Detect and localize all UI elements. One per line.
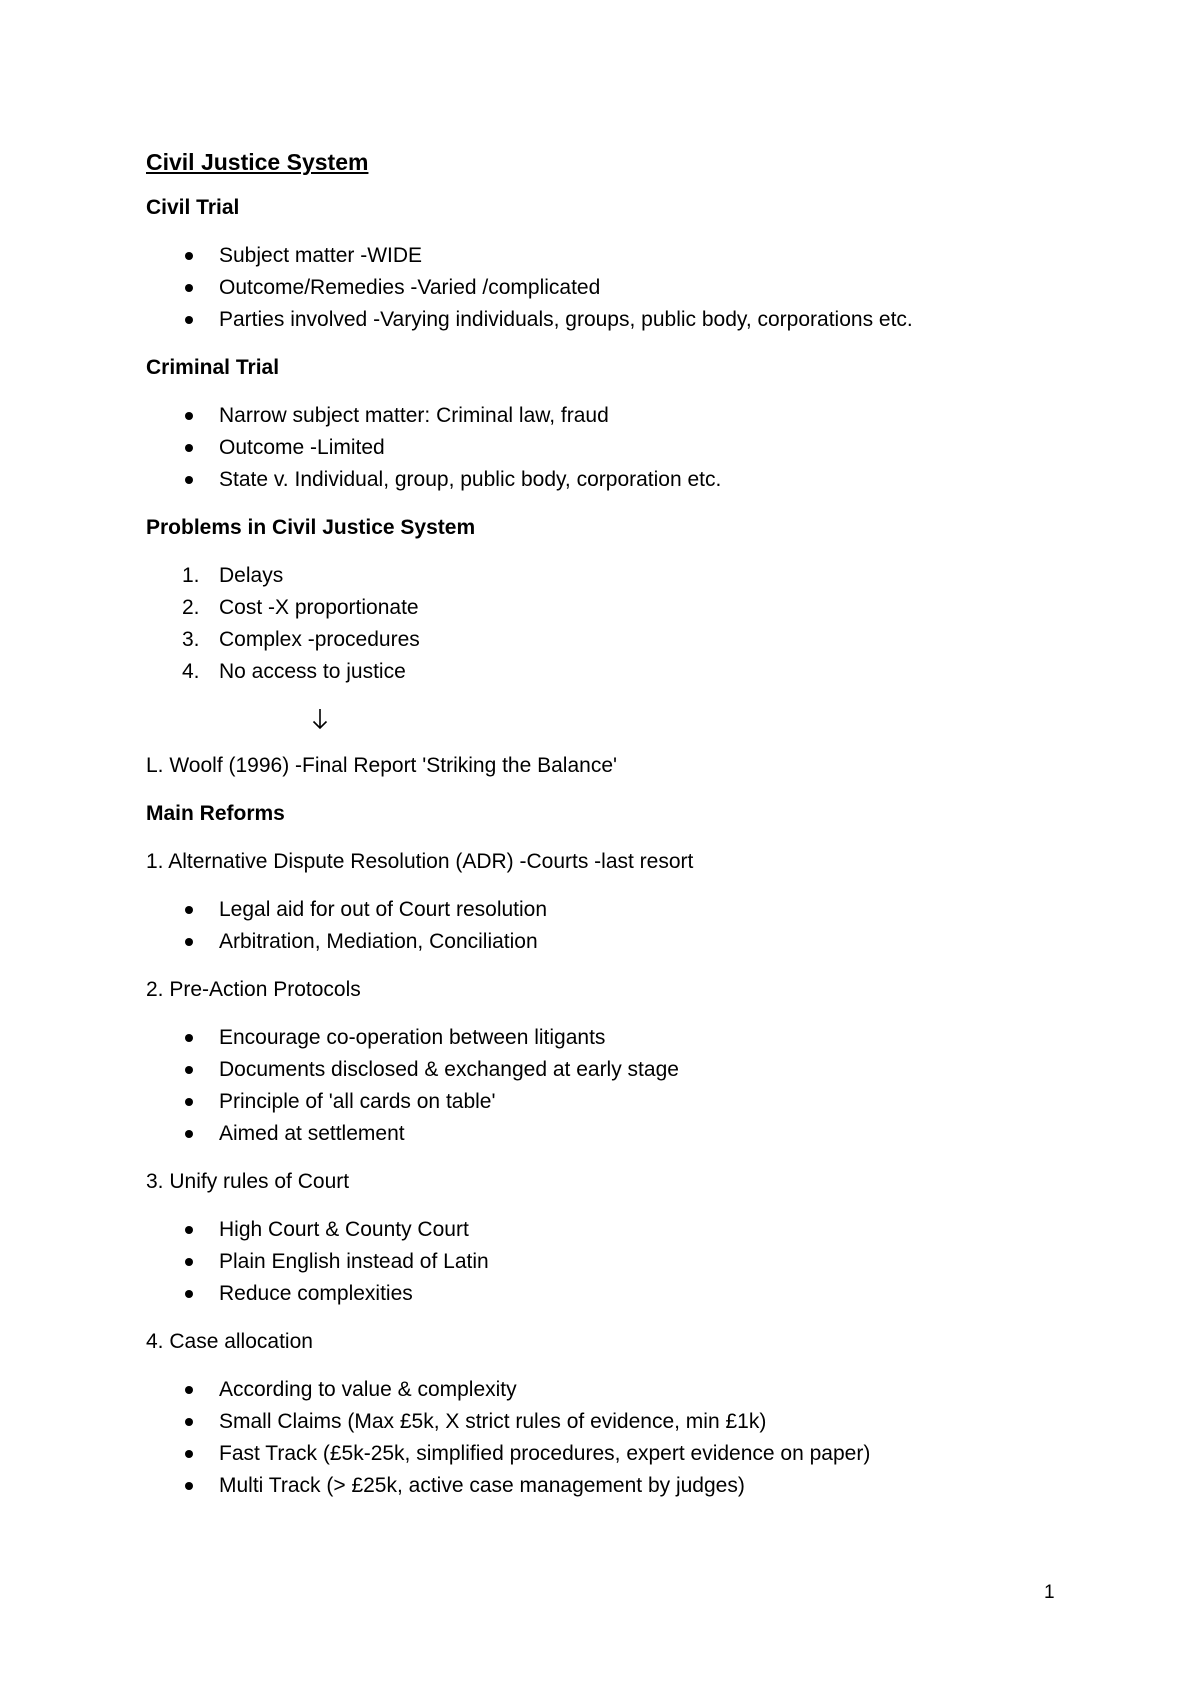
list-item: High Court & County Court <box>146 1214 1066 1246</box>
page-number: 1 <box>1044 1582 1055 1603</box>
list-item: Outcome -Limited <box>146 432 1066 464</box>
reform-list <box>146 1022 1066 1150</box>
civil-trial-heading: Civil Trial <box>146 196 240 219</box>
list-item: Small Claims (Max £5k, X strict rules of evidence, min £1k) <box>146 1406 1066 1438</box>
woolf-report: L. Woolf (1996) -Final Report 'Striking the Balance' <box>146 754 618 777</box>
down-arrow-icon <box>312 708 328 730</box>
list-item: Parties involved -Varying individuals, groups, public body, corporations etc. <box>146 304 1066 336</box>
list-text: Delays <box>219 564 284 587</box>
document-page <box>146 146 1066 1518</box>
down-arrow-icon <box>146 704 1066 736</box>
list-item: Principle of 'all cards on table' <box>146 1086 1066 1118</box>
list-number: 2. <box>182 596 200 619</box>
list-item: Fast Track (£5k-25k, simplified procedures, expert evidence on paper) <box>146 1438 1066 1470</box>
problems-list <box>146 560 1066 688</box>
list-item: Subject matter -WIDE <box>146 240 1066 272</box>
criminal-trial-heading: Criminal Trial <box>146 356 280 379</box>
problems-heading: Problems in Civil Justice System <box>146 516 476 539</box>
list-text: Cost -X proportionate <box>219 596 419 619</box>
list-item <box>146 560 1066 592</box>
list-item: According to value & complexity <box>146 1374 1066 1406</box>
list-number: 3. <box>182 628 200 651</box>
list-item: Reduce complexities <box>146 1278 1066 1310</box>
list-text: Complex -procedures <box>219 628 420 651</box>
list-item: Outcome/Remedies -Varied /complicated <box>146 272 1066 304</box>
reform-heading: 1. Alternative Dispute Resolution (ADR) -Courts -last resort <box>146 850 694 873</box>
civil-trial-list <box>146 240 1066 336</box>
reform-heading: 4. Case allocation <box>146 1330 313 1353</box>
list-item: State v. Individual, group, public body, corporation etc. <box>146 464 1066 496</box>
list-item: Legal aid for out of Court resolution <box>146 894 1066 926</box>
list-item: Narrow subject matter: Criminal law, fraud <box>146 400 1066 432</box>
reform-list <box>146 894 1066 958</box>
document-title: Civil Justice System <box>146 149 369 175</box>
reform-heading: 2. Pre-Action Protocols <box>146 978 361 1001</box>
list-item <box>146 656 1066 688</box>
reform-list <box>146 1214 1066 1310</box>
list-item: Documents disclosed & exchanged at early stage <box>146 1054 1066 1086</box>
criminal-trial-list <box>146 400 1066 496</box>
list-item: Encourage co-operation between litigants <box>146 1022 1066 1054</box>
reform-heading: 3. Unify rules of Court <box>146 1170 350 1193</box>
list-number: 1. <box>182 564 200 587</box>
list-item: Arbitration, Mediation, Conciliation <box>146 926 1066 958</box>
list-text: No access to justice <box>219 660 406 683</box>
list-number: 4. <box>182 660 200 683</box>
list-item: Aimed at settlement <box>146 1118 1066 1150</box>
main-reforms-heading: Main Reforms <box>146 802 285 825</box>
list-item <box>146 624 1066 656</box>
list-item: Multi Track (> £25k, active case management by judges) <box>146 1470 1066 1502</box>
list-item <box>146 592 1066 624</box>
list-item: Plain English instead of Latin <box>146 1246 1066 1278</box>
reform-list <box>146 1374 1066 1502</box>
